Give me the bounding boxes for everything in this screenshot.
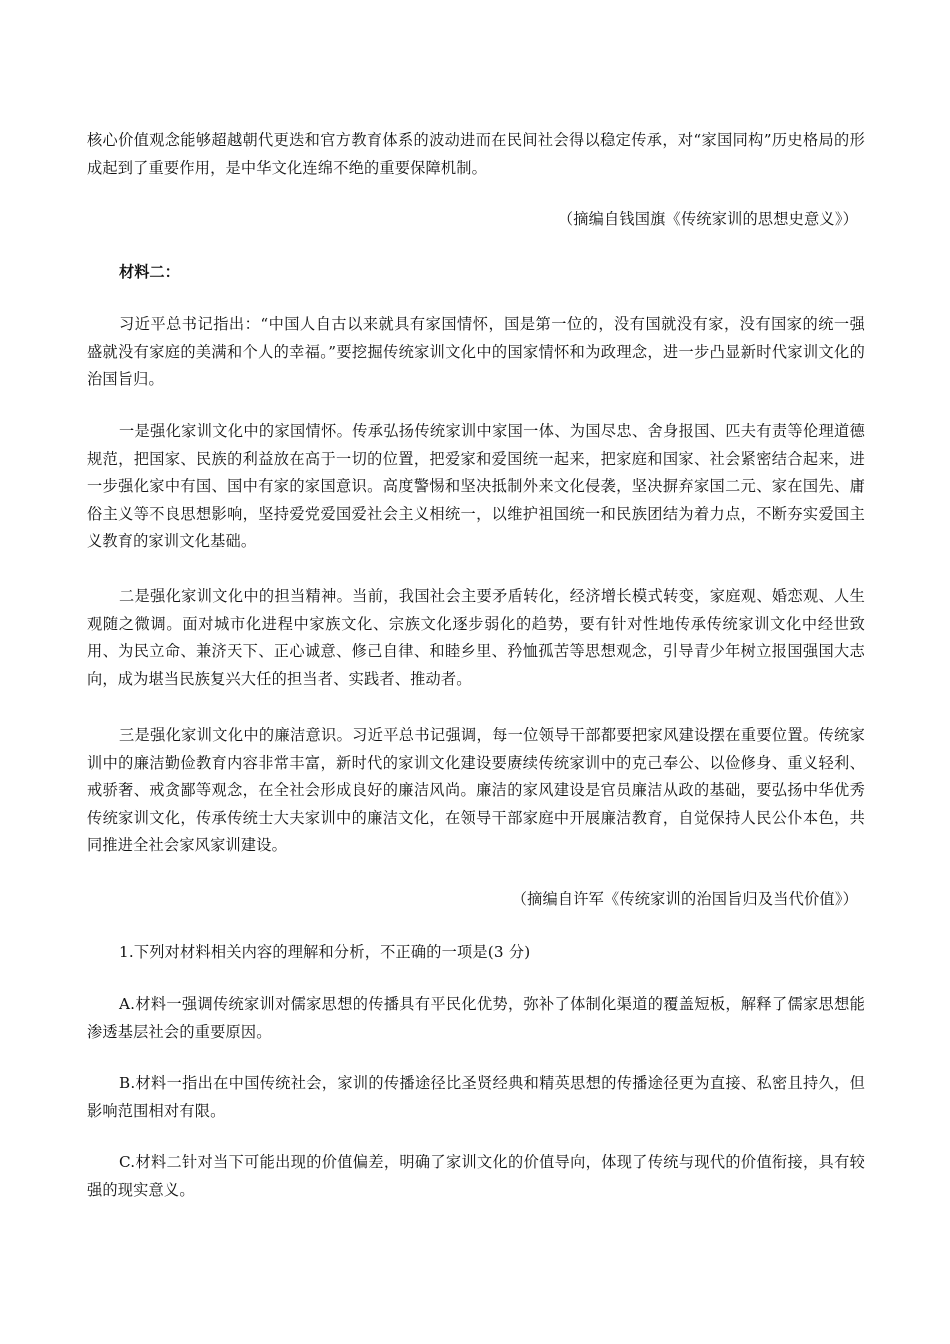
material-two-paragraph-responsibility: 二是强化家训文化中的担当精神。当前，我国社会主要矛盾转化，经济增长模式转变，家庭观、婚恋观、人生观随之微调。面对城市化进程中家族文化、宗族文化逐步弱化的趋势，要有针对性地传承传统家训文化中经世致用、为民立命、兼济天下、正心诚意、修己自律、和睦乡里、矜恤孤苦等思想观念，引导青少年树立报国强国大志向，成为堪当民族复兴大任的担当者、实践者、推动者。 [87, 587, 865, 688]
material-two-source: （摘编自许军《传统家训的治国旨归及当代价值》） [511, 890, 858, 908]
material-two-label: 材料二： [119, 263, 180, 281]
material-one-closing-paragraph: 核心价值观念能够超越朝代更迭和官方教育体系的波动进而在民间社会得以稳定传承，对“家国同构”历史格局的形成起到了重要作用，是中华文化连绵不绝的重要保障机制。 [87, 131, 865, 177]
question-stem: 1.下列对材料相关内容的理解和分析，不正确的一项是(3 分) [119, 943, 531, 961]
material-two-paragraph-integrity: 三是强化家训文化中的廉洁意识。习近平总书记强调，每一位领导干部都要把家风建设摆在重要位置。传统家训中的廉洁勤俭教育内容非常丰富，新时代的家训文化建设要赓续传统家训中的克己奉公、以俭修身、重义轻利、戒骄奢、戒贪鄙等观念，在全社会形成良好的廉洁风尚。廉洁的家风建设是官员廉洁从政的基础，要弘扬中华优秀传统家训文化，传承传统士大夫家训中的廉洁文化，在领导干部家庭中开展廉洁教育，自觉保持人民公仆本色，共同推进全社会家风家训建设。 [87, 726, 865, 854]
option-b: B.材料一指出在中国传统社会，家训的传播途径比圣贤经典和精英思想的传播途径更为直接、私密且持久，但影响范围相对有限。 [87, 1074, 865, 1120]
option-a: A.材料一强调传统家训对儒家思想的传播具有平民化优势，弥补了体制化渠道的覆盖短板，解释了儒家思想能渗透基层社会的重要原因。 [87, 995, 865, 1041]
material-one-source: （摘编自钱国旗《传统家训的思想史意义》） [557, 210, 858, 228]
material-two-paragraph-intro: 习近平总书记指出：“中国人自古以来就具有家国情怀，国是第一位的，没有国就没有家，没有国家的统一强盛就没有家庭的美满和个人的幸福。”要挖掘传统家训文化中的国家情怀和为政理念，进一步凸显新时代家训文化的治国旨归。 [87, 315, 865, 388]
option-c: C.材料二针对当下可能出现的价值偏差，明确了家训文化的价值导向，体现了传统与现代的价值衔接，具有较强的现实意义。 [87, 1153, 865, 1199]
material-two-paragraph-family-nation: 一是强化家训文化中的家国情怀。传承弘扬传统家训中家国一体、为国尽忠、舍身报国、匹夫有责等伦理道德规范，把国家、民族的利益放在高于一切的位置，把爱家和爱国统一起来，把家庭和国家、社会紧密结合起来，进一步强化家中有国、国中有家的家国意识。高度警惕和坚决抵制外来文化侵袭，坚决摒弃家国二元、家在国先、庸俗主义等不良思想影响，坚持爱党爱国爱社会主义相统一，以维护祖国统一和民族团结为着力点，不断夯实爱国主义教育的家训文化基础。 [87, 422, 865, 550]
